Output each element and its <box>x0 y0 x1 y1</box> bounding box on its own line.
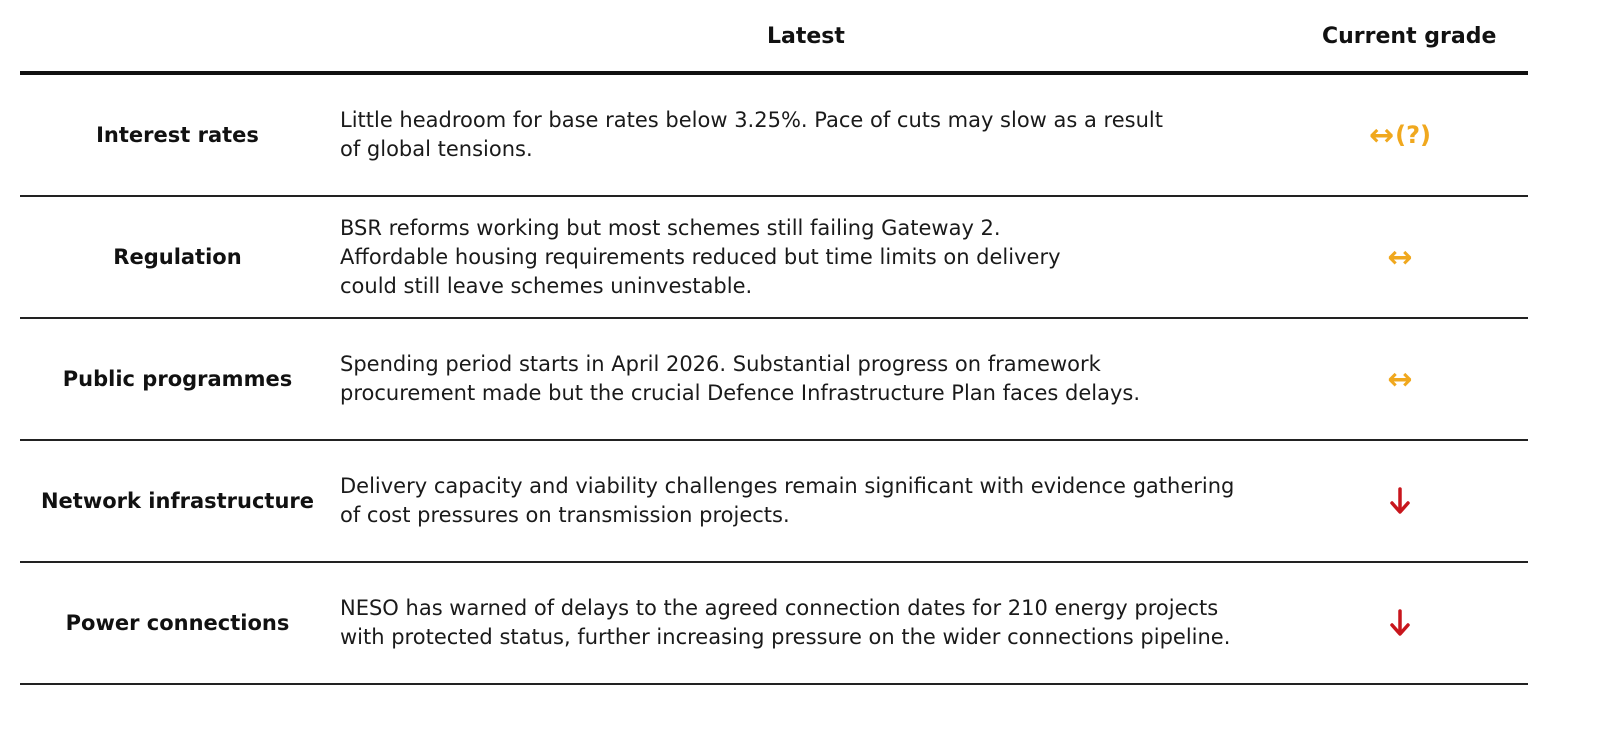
description-line: BSR reforms working but most schemes still failing Gateway 2. <box>340 215 1001 240</box>
row-label: Power connections <box>65 611 290 635</box>
table-row-power-connections <box>20 563 1528 685</box>
current-grade <box>1320 319 1480 439</box>
grade-uncertain-marker: (?) <box>1395 121 1431 149</box>
column-header-latest: Latest <box>767 24 845 49</box>
description-line: Delivery capacity and viability challenges remain significant with evidence gathering <box>340 474 1235 498</box>
left-right-arrow-icon: ↔ <box>1387 239 1413 275</box>
grade-flat <box>1387 362 1412 397</box>
table-header <box>20 0 1528 75</box>
column-header-current-grade: Current grade <box>1322 24 1497 49</box>
description-line: with protected status, further increasing pressure on the wider connections pipeline. <box>340 625 1231 649</box>
left-right-arrow-icon: ↔ <box>1387 361 1413 397</box>
table-row-network-infrastructure <box>20 441 1528 563</box>
row-description <box>340 319 1260 439</box>
current-grade <box>1320 441 1480 561</box>
down-arrow-icon <box>1389 487 1411 515</box>
description-line: procurement made but the crucial Defence Infrastructure Plan faces delays. <box>340 381 1140 405</box>
current-grade <box>1320 563 1480 683</box>
grade-flat <box>1387 240 1412 275</box>
row-label: Regulation <box>113 245 242 269</box>
description-line: NESO has warned of delays to the agreed connection dates for 210 energy projects <box>340 596 1219 620</box>
description-line: of global tensions. <box>340 137 533 161</box>
row-description <box>340 441 1260 561</box>
description-line: Affordable housing requirements reduced but time limits on delivery <box>340 244 1061 269</box>
row-label: Public programmes <box>62 367 293 391</box>
row-label: Interest rates <box>96 123 259 147</box>
left-right-arrow-icon: ↔ <box>1369 117 1395 153</box>
description-line: of cost pressures on transmission projects. <box>340 503 790 527</box>
table-row-interest-rates <box>20 75 1528 197</box>
description-line: could still leave schemes uninvestable. <box>340 273 753 298</box>
grade-flat <box>1369 118 1431 153</box>
current-grade <box>1320 75 1480 195</box>
down-arrow-icon <box>1389 609 1411 637</box>
table-row-regulation <box>20 197 1528 319</box>
table-row-public-programmes <box>20 319 1528 441</box>
description-line: Spending period starts in April 2026. Substantial progress on framework <box>340 352 1101 376</box>
description-line: Little headroom for base rates below 3.25%. Pace of cuts may slow as a result <box>340 108 1163 132</box>
row-description <box>340 197 1260 317</box>
outlook-table <box>20 0 1528 685</box>
row-description <box>340 563 1260 683</box>
row-label: Network infrastructure <box>40 489 314 513</box>
current-grade <box>1320 197 1480 317</box>
row-description <box>340 75 1260 195</box>
